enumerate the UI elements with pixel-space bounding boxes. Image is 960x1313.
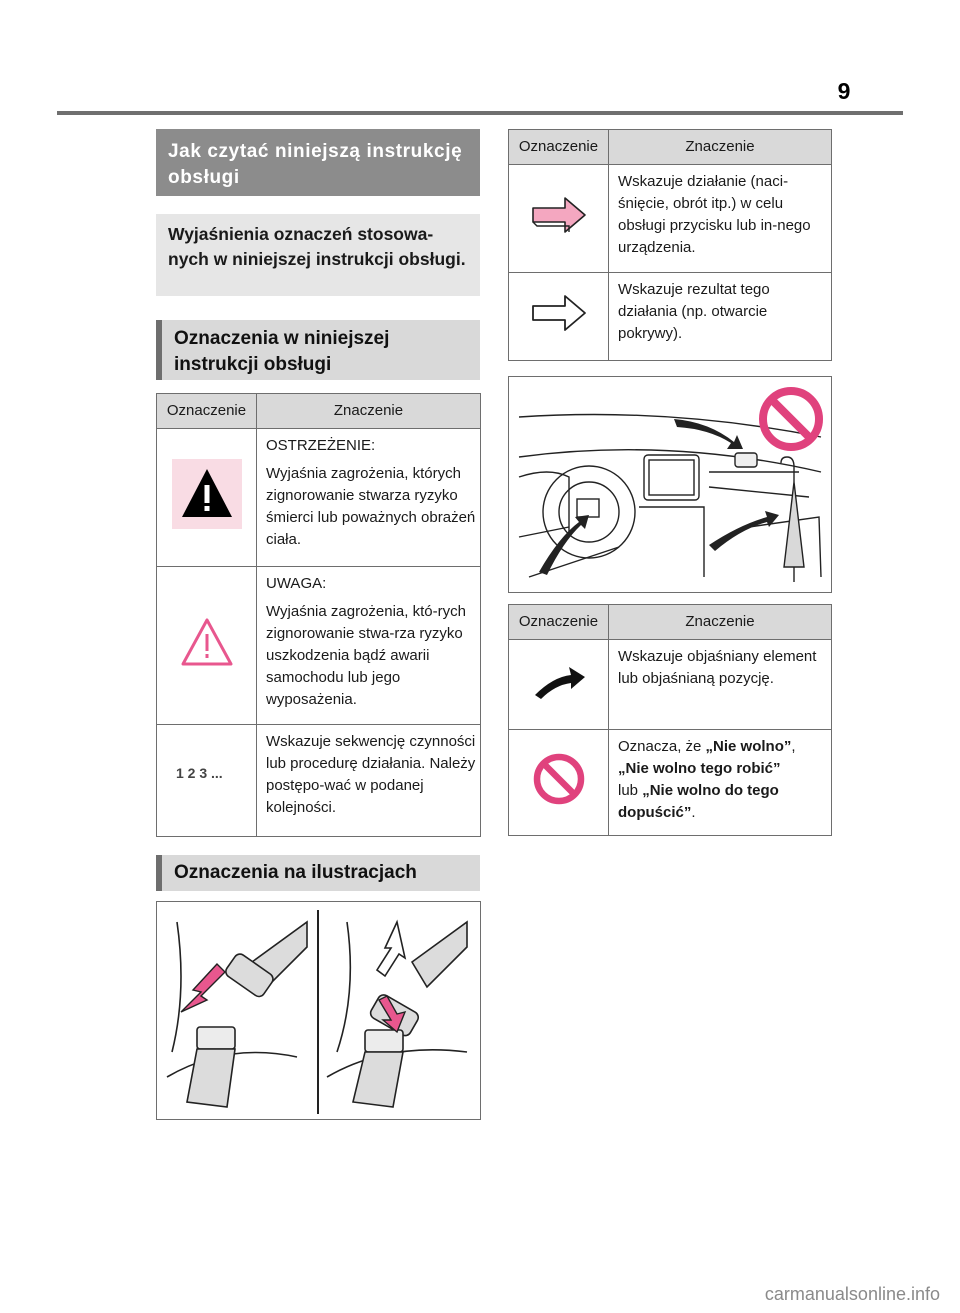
header-symbol: Oznaczenie [157,394,257,429]
top-divider [57,111,903,115]
table-row-prohibited [509,730,832,836]
table-row-result [509,273,832,361]
intro-text: Wyjaśnienia oznaczeń stosowa-nych w niniejszej instrukcji obsługi. [156,214,480,296]
main-section-title: Jak czytać niniejszą instrukcję obsługi [156,129,480,196]
prohibited-em-2: „Nie wolno tego robić” [618,760,781,777]
prohibition-circle-large-icon [763,391,819,447]
header-meaning: Znaczenie [609,130,832,165]
manual-marks-heading: Oznaczenia w niniejszej instrukcji obsługi [156,320,480,380]
warning-filled-triangle-icon [172,459,242,529]
outline-arrow-icon [529,290,589,336]
table-row-notice [157,567,481,725]
illustration-marks-table [508,604,832,836]
header-meaning: Znaczenie [609,605,832,640]
watermark: carmanualsonline.info [764,1284,940,1304]
table-row-sequence [157,725,481,837]
page-number: 9 [837,78,851,104]
prohibited-end: . [691,804,696,821]
pointer-text: Wskazuje objaśniany element lub objaśnianą pozycję. [618,648,817,687]
prohibited-em-3: „Nie wolno do tego dopuścić” [618,782,779,821]
dashboard-drawing [509,377,831,592]
manual-marks-table [156,393,481,837]
table-header-row [157,394,481,429]
illustration-arrows-table [508,129,832,361]
warning-title: OSTRZEŻENIE: [266,437,376,454]
dashboard-illustration [508,376,832,593]
notice-title: UWAGA: [266,575,327,592]
table-row-warning [157,429,481,567]
illustration-marks-heading: Oznaczenia na ilustracjach [156,855,480,891]
prohibited-text [618,736,827,824]
pink-arrow-icon [529,192,589,238]
sequence-numbers-icon [172,760,242,794]
prohibited-em-1: „Nie wolno” [705,738,792,755]
result-text: Wskazuje rezultat tego działania (np. otwarcie pokrywy). [618,281,770,342]
prohibited-sep-2: lub [618,782,643,799]
prohibited-prefix: Oznacza, że [618,738,706,755]
table-row-action [509,165,832,273]
sequence-text: Wskazuje sekwencję czynności lub procedurę działania. Należy postępo-wać w podanej kolejności. [266,733,476,816]
sequence-icon-label: 1 2 3 ... [175,765,223,781]
warning-text: Wyjaśnia zagrożenia, których zignorowanie stwarza ryzyko śmierci lub poważnych obrażeń ciała. [266,465,476,548]
header-symbol: Oznaczenie [509,605,609,640]
prohibited-sep-1: , [791,738,796,755]
table-header-row [509,130,832,165]
table-header-row [509,605,832,640]
notice-text: Wyjaśnia zagrożenia, któ-rych zignorowanie stwa-rza ryzyko uszkodzenia bądź awarii samochodu lub jego wyposażenia. [266,603,466,708]
table-row-pointer [509,640,832,730]
header-symbol: Oznaczenie [509,130,609,165]
seatbelt-illustration [156,901,481,1120]
header-meaning: Znaczenie [257,394,481,429]
action-text: Wskazuje działanie (naci-śnięcie, obrót itp.) w celu obsługi przycisku lub in-nego urządzenia. [618,173,811,256]
prohibition-circle-icon [531,751,587,807]
curved-pointer-arrow-icon [531,661,587,701]
seatbelt-drawing [157,902,480,1119]
warning-outline-triangle-icon [179,616,235,668]
